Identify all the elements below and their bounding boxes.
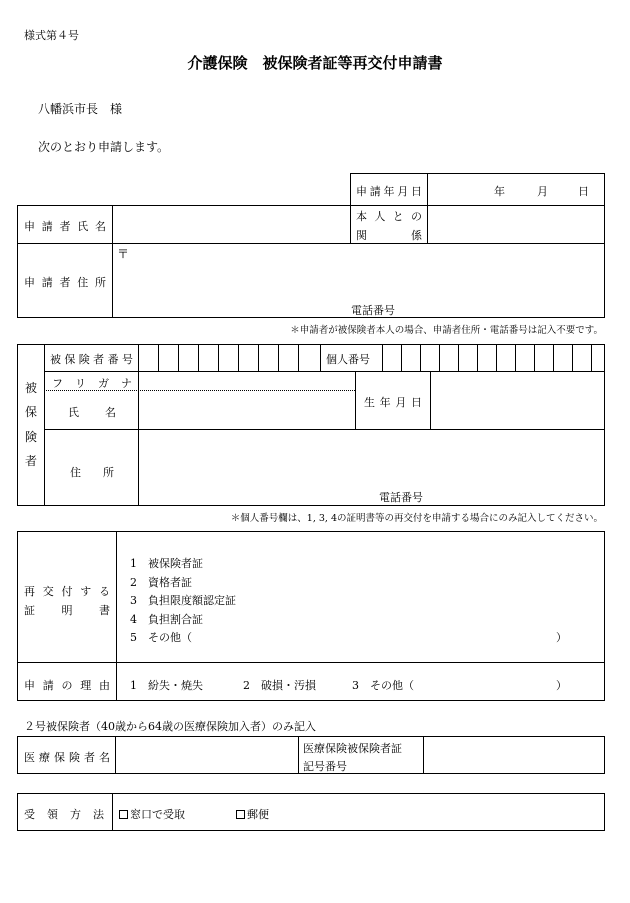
insured-note: ＊個人番号欄は、1, 3, 4の証明書等の再交付を申請する場合にのみ記入してください。 bbox=[230, 513, 603, 524]
form-number: 様式第４号 bbox=[24, 29, 79, 42]
second-insured-note: ２号被保険者（40歳から64歳の医療保険加入者）のみ記入 bbox=[24, 720, 316, 733]
card-number-label-1: 医療保険被保険者証 bbox=[303, 742, 402, 755]
reissue-close-paren: ） bbox=[556, 631, 567, 644]
reissue-label-1: 再 交 付 す る bbox=[24, 585, 110, 598]
date-label: 申 請 年 月 日 bbox=[356, 185, 422, 198]
mail-checkbox[interactable] bbox=[236, 810, 245, 819]
personal-number-input[interactable] bbox=[364, 346, 603, 369]
birth-date-input[interactable] bbox=[433, 374, 603, 427]
reason-option-3[interactable]: 3 その他（ bbox=[352, 679, 414, 692]
date-input[interactable] bbox=[432, 177, 602, 201]
reissue-label-2: 証 明 書 bbox=[24, 604, 110, 617]
date-year-unit: 年 bbox=[494, 185, 505, 198]
reissue-item-4[interactable]: 4 負担割合証 bbox=[130, 613, 203, 626]
furigana-input[interactable] bbox=[141, 373, 353, 388]
reason-other-input[interactable] bbox=[420, 675, 550, 691]
postal-mark: 〒 bbox=[117, 247, 130, 261]
insured-name-input[interactable] bbox=[141, 393, 353, 427]
receipt-box bbox=[17, 793, 605, 831]
reissue-item-2[interactable]: 2 資格者証 bbox=[130, 576, 192, 589]
page-title: 介護保険 被保険者証等再交付申請書 bbox=[187, 54, 443, 72]
card-number-input[interactable] bbox=[426, 739, 602, 771]
insured-phone-input[interactable] bbox=[432, 487, 602, 504]
reason-label: 申 請 の 理 由 bbox=[24, 679, 110, 692]
applicant-name-input[interactable] bbox=[116, 208, 346, 240]
insured-phone-label: 電話番号 bbox=[379, 491, 423, 504]
insured-name-label: 氏 名 bbox=[68, 406, 116, 419]
reason-close-paren: ） bbox=[556, 679, 567, 692]
receipt-mail-option[interactable] bbox=[236, 806, 269, 822]
reissue-item-5[interactable]: 5 その他（ bbox=[130, 631, 192, 644]
reissue-item-1[interactable]: 1 被保険者証 bbox=[130, 557, 203, 570]
mail-option-label: 郵便 bbox=[247, 808, 269, 821]
reissue-other-input[interactable] bbox=[200, 627, 550, 643]
applicant-address-label: 申 請 者 住 所 bbox=[24, 276, 106, 289]
window-checkbox[interactable] bbox=[119, 810, 128, 819]
applicant-note: ＊申請者が被保険者本人の場合、申請者住所・電話番号は記入不要です。 bbox=[290, 325, 603, 336]
addressee: 八幡浜市長 様 bbox=[38, 102, 123, 116]
card-number-label-2: 記号番号 bbox=[303, 760, 347, 773]
insured-address-input[interactable] bbox=[141, 432, 603, 484]
window-option-label: 窓口で受取 bbox=[130, 808, 185, 821]
insurer-name-input[interactable] bbox=[118, 739, 295, 771]
receipt-label: 受 領 方 法 bbox=[24, 808, 104, 821]
intro-text: 次のとおり申請します。 bbox=[38, 140, 170, 154]
reissue-item-3[interactable]: 3 負担限度額認定証 bbox=[130, 594, 236, 607]
relation-input[interactable] bbox=[431, 208, 601, 240]
insured-side-label: 被 保 険 者 bbox=[24, 381, 37, 468]
personal-number-label: 個人番号 bbox=[326, 353, 370, 366]
reason-option-2[interactable]: 2 破損・汚損 bbox=[243, 679, 316, 692]
receipt-window-option[interactable] bbox=[119, 806, 185, 822]
relation-label-2: 関 係 bbox=[356, 229, 422, 242]
reason-option-1[interactable]: 1 紛失・焼失 bbox=[130, 679, 203, 692]
applicant-address-input[interactable] bbox=[130, 247, 600, 297]
applicant-name-label: 申 請 者 氏 名 bbox=[24, 220, 106, 233]
insured-address-label: 住 所 bbox=[70, 466, 114, 479]
relation-label-1: 本 人 と の bbox=[356, 210, 422, 223]
insured-number-label: 被 保 険 者 番 号 bbox=[50, 353, 133, 366]
insured-number-input[interactable] bbox=[140, 346, 318, 369]
applicant-phone-label: 電話番号 bbox=[351, 304, 395, 317]
insurer-name-label: 医 療 保 険 者 名 bbox=[24, 751, 110, 764]
furigana-label: フ リ ガ ナ bbox=[52, 377, 132, 390]
birth-date-label: 生 年 月 日 bbox=[364, 396, 422, 409]
date-month-unit: 月 bbox=[537, 185, 548, 198]
date-day-unit: 日 bbox=[578, 185, 589, 198]
applicant-phone-input[interactable] bbox=[405, 300, 600, 316]
